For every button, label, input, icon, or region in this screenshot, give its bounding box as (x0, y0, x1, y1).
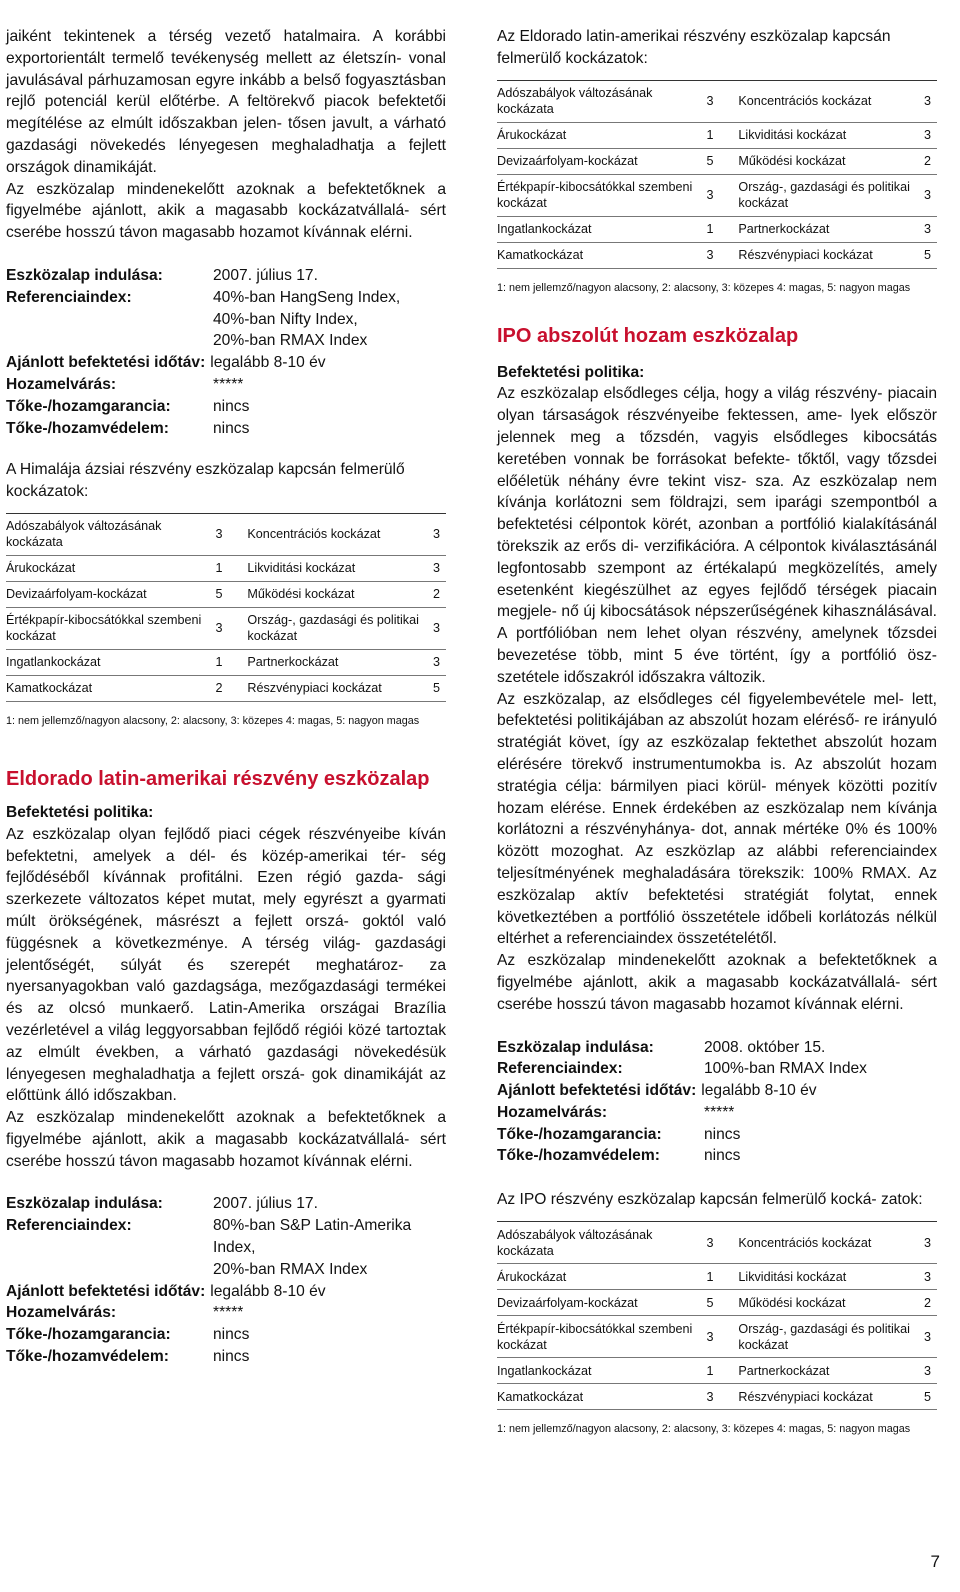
risk-label: Adószabályok változásának kockázata (6, 513, 215, 555)
risk-label: Devizaárfolyam-kockázat (6, 581, 215, 607)
risk-label: Kamatkockázat (497, 242, 706, 268)
risk-score: 5 (706, 148, 730, 174)
fact-value: ***** (704, 1103, 735, 1121)
risk-score: 3 (706, 174, 730, 216)
himalaya-facts (6, 265, 446, 439)
intro-paragraph: jaiként tekintenek a térség vezető hatalmaira. A korábbi exportorientált termelő tevékenység mellett az életszín- vonal javulásával párhuzamosan egyre inkább a belső fogyasztásban rejlő potenciál kerül előtérbe. A feltörekvő piacok befektetői megítélése az elmúlt időszakban jelen- tősen javult, a várható gazdasági növekedés lényegesen meghaladhatja a fejlett országok dinamikáját. (6, 28, 446, 176)
fact-value: 40%-ban Nifty Index, (213, 310, 358, 328)
risk-label: Likviditási kockázat (730, 1264, 924, 1290)
fact-label: Hozamelvárás: (6, 375, 117, 393)
fact-label: Tőke-/hozamgarancia: (497, 1125, 662, 1143)
risk-label: Partnerkockázat (239, 649, 433, 675)
risk-label: Likviditási kockázat (730, 122, 924, 148)
risk-score: 3 (924, 1222, 937, 1264)
risk-score: 3 (706, 1384, 730, 1410)
risk-row (497, 1316, 937, 1358)
risk-score: 5 (433, 675, 446, 701)
eldorado-facts (6, 1193, 446, 1367)
fact-label: Tőke-/hozamvédelem: (6, 1348, 169, 1366)
risk-score: 3 (924, 1264, 937, 1290)
fact-label: Ajánlott befektetési időtáv: (6, 354, 206, 372)
fact-value: legalább 8-10 év (701, 1082, 817, 1100)
page-number: 7 (930, 1552, 940, 1571)
policy-paragraph: Az eszközalap elsődleges célja, hogy a világ részvény- piacain olyan társaságok részvényeibe fektessen, ame- lyek először jelennek meg a tőzsdén, vagyis elsődleges kibocsátás keretében vonnak be forrásokat befekte- tőktől, vagy tőzsdei előéletük néhány évre tekint visz- sza. Az eszközalap nem kívánja korlátozni sem földrajzi, sem iparági szempontból a befektetési célpontok körét, azonban a portfólió kialakításánál törekszik az erős di- verzifikációra. A célpontok kiválasztásánál legfontosabb szempont az értékalapú megközelítés, amely esetenként kiegészülhet az egyes fejlődő térségek piacain megjele- nő új kibocsátások népszerűségének kihasználásával. A portfólióban nem lehet olyan részvény, amelynek tőzsdei bevezetése több, mint 5 éve történt, így a portfólió ösz- szetétele időszakról időszakra változik. (497, 385, 937, 686)
risk-label: Ország-, gazdasági és politikai kockázat (730, 1316, 924, 1358)
risk-score: 3 (706, 1316, 730, 1358)
risk-score: 3 (924, 216, 937, 242)
risk-row (6, 649, 446, 675)
risk-row (497, 1264, 937, 1290)
risk-label: Koncentrációs kockázat (239, 513, 433, 555)
risk-score: 2 (215, 675, 239, 701)
risk-row (497, 1290, 937, 1316)
risk-row (497, 216, 937, 242)
policy-paragraph: Az eszközalap mindenekelőtt azoknak a befektetőknek a figyelmébe ajánlott, akik a magasabb kockázatvállalá- sért cserébe hosszú távon magasabb hozamot kívánnak elérni. (6, 1109, 446, 1170)
risk-label: Ország-, gazdasági és politikai kockázat (239, 607, 433, 649)
fact-value: nincs (704, 1147, 741, 1165)
risk-score: 3 (924, 1358, 937, 1384)
risk-label: Árukockázat (6, 555, 215, 581)
risk-label: Koncentrációs kockázat (730, 1222, 924, 1264)
policy-heading: Befektetési politika: (497, 363, 645, 381)
fund-title: Eldorado latin-amerikai részvény eszközalap (6, 767, 430, 790)
risk-row (497, 1384, 937, 1410)
risk-label: Működési kockázat (239, 581, 433, 607)
risk-row (6, 607, 446, 649)
risk-score: 2 (924, 148, 937, 174)
risk-label: Működési kockázat (730, 1290, 924, 1316)
fact-label: Ajánlott befektetési időtáv: (497, 1082, 697, 1100)
fact-value: 2007. július 17. (213, 1195, 318, 1213)
fact-value: 2007. július 17. (213, 266, 318, 284)
risk-label: Ország-, gazdasági és politikai kockázat (730, 174, 924, 216)
risk-row (6, 555, 446, 581)
risk-label: Ingatlankockázat (497, 216, 706, 242)
risk-row (497, 122, 937, 148)
risk-score: 3 (433, 607, 446, 649)
risk-intro: Az Eldorado latin-amerikai részvény eszközalap kapcsán felmerülő kockázatok: (497, 28, 891, 67)
risk-label: Ingatlankockázat (497, 1358, 706, 1384)
fact-value: nincs (213, 419, 250, 437)
risk-score: 5 (706, 1290, 730, 1316)
risk-score: 1 (706, 122, 730, 148)
fact-label: Tőke-/hozamgarancia: (6, 397, 171, 415)
risk-row (497, 148, 937, 174)
fact-value: ***** (213, 375, 244, 393)
right-column (497, 26, 937, 1436)
risk-label: Kamatkockázat (497, 1384, 706, 1410)
fact-label: Eszközalap indulása: (6, 1195, 163, 1213)
risk-label: Részvénypiaci kockázat (730, 242, 924, 268)
risk-label: Értékpapír-kibocsátókkal szembeni kockázat (497, 1316, 706, 1358)
risk-score: 1 (215, 555, 239, 581)
risk-table (497, 80, 937, 269)
risk-label: Működési kockázat (730, 148, 924, 174)
fact-label: Tőke-/hozamgarancia: (6, 1326, 171, 1344)
risk-label: Adószabályok változásának kockázata (497, 1222, 706, 1264)
fact-value: legalább 8-10 év (210, 354, 326, 372)
risk-score: 1 (706, 1358, 730, 1384)
risk-score: 5 (924, 242, 937, 268)
risk-score: 3 (706, 242, 730, 268)
risk-legend: 1: nem jellemző/nagyon alacsony, 2: alacsony, 3: közepes 4: magas, 5: nagyon magas (497, 281, 911, 294)
risk-label: Részvénypiaci kockázat (730, 1384, 924, 1410)
risk-label: Értékpapír-kibocsátókkal szembeni kockázat (6, 607, 215, 649)
fact-label: Hozamelvárás: (6, 1304, 117, 1322)
risk-score: 3 (924, 122, 937, 148)
fund-title: IPO abszolút hozam eszközalap (497, 324, 799, 347)
risk-row (497, 1222, 937, 1264)
risk-label: Likviditási kockázat (239, 555, 433, 581)
risk-row (497, 174, 937, 216)
fact-value: 2008. október 15. (704, 1038, 826, 1056)
risk-label: Partnerkockázat (730, 216, 924, 242)
policy-paragraph: Az eszközalap, az elsődleges cél figyelembevétele mel- lett, befektetési politikájában az abszolút hozam eléréső- re irányuló stratégiát követ, így az eszközalap fektethet abszolút hozam elérésére törekvő instrumentumokba is. Az abszolút hozam stratégia célja: bármilyen piaci körül- mények közötti pozitív hozam elérése. Ennek érdekében az eszközalap nem kívánja korlátozni a részvényhánya- dot, annak mértéke 0% és 100% között mozoghat. Az eszközlap az alábbi referenciaindex teljesítményének meghaladására törekszik: 100% RMAX. Az eszközalap aktív befektetési stratégiát folytat, ennek következtében a portfólió összetétele időbeli korlátozás nélkül eltérhet a referenciaindex összetételétől. (497, 690, 937, 948)
risk-intro: A Himalája ázsiai részvény eszközalap kapcsán felmerülő kockázatok: (6, 461, 405, 501)
fact-label: Tőke-/hozamvédelem: (6, 419, 169, 437)
risk-score: 1 (215, 649, 239, 675)
risk-label: Értékpapír-kibocsátókkal szembeni kockázat (497, 174, 706, 216)
risk-score: 3 (433, 513, 446, 555)
risk-score: 3 (924, 80, 937, 122)
fact-label: Hozamelvárás: (497, 1103, 608, 1121)
risk-table (497, 1221, 937, 1410)
risk-label: Részvénypiaci kockázat (239, 675, 433, 701)
risk-score: 2 (924, 1290, 937, 1316)
risk-score: 3 (215, 607, 239, 649)
risk-score: 3 (706, 80, 730, 122)
risk-score: 3 (433, 555, 446, 581)
fact-label: Tőke-/hozamvédelem: (497, 1147, 660, 1165)
fact-label: Eszközalap indulása: (6, 266, 163, 284)
risk-intro: Az IPO részvény eszközalap kapcsán felmerülő kocká- zatok: (497, 1191, 923, 1209)
risk-row (497, 1358, 937, 1384)
risk-score: 5 (924, 1384, 937, 1410)
fact-value: 80%-ban S&P Latin-Amerika (213, 1217, 412, 1235)
intro-paragraph: Az eszközalap mindenekelőtt azoknak a befektetőknek a figyelmébe ajánlott, akik a magasabb kockázatvállalá- sért cserébe hosszú távon magasabb hozamot kívánnak elérni. (6, 180, 446, 242)
risk-legend: 1: nem jellemző/nagyon alacsony, 2: alacsony, 3: közepes 4: magas, 5: nagyon magas (497, 1423, 911, 1436)
fact-label: Eszközalap indulása: (497, 1038, 654, 1056)
risk-label: Árukockázat (497, 122, 706, 148)
ipo-facts (497, 1037, 937, 1168)
risk-row (6, 581, 446, 607)
risk-score: 5 (215, 581, 239, 607)
fact-value: 20%-ban RMAX Index (213, 1260, 368, 1278)
risk-score: 3 (706, 1222, 730, 1264)
fact-value: nincs (213, 1326, 250, 1344)
risk-table (6, 513, 446, 702)
fact-value: nincs (704, 1125, 741, 1143)
risk-label: Devizaárfolyam-kockázat (497, 148, 706, 174)
risk-label: Ingatlankockázat (6, 649, 215, 675)
risk-score: 2 (433, 581, 446, 607)
risk-score: 3 (215, 513, 239, 555)
risk-score: 3 (924, 1316, 937, 1358)
risk-label: Partnerkockázat (730, 1358, 924, 1384)
risk-row (6, 675, 446, 701)
risk-label: Kamatkockázat (6, 675, 215, 701)
risk-score: 1 (706, 1264, 730, 1290)
fact-value: 20%-ban RMAX Index (213, 332, 368, 350)
fact-value: nincs (213, 397, 250, 415)
fact-value: ***** (213, 1304, 244, 1322)
risk-label: Devizaárfolyam-kockázat (497, 1290, 706, 1316)
risk-row (497, 242, 937, 268)
risk-row (497, 80, 937, 122)
fact-value: Index, (213, 1239, 256, 1257)
fact-label: Referenciaindex: (497, 1060, 623, 1078)
policy-paragraph: Az eszközalap mindenekelőtt azoknak a befektetőknek a figyelmébe ajánlott, akik a magasabb kockázatvállalá- sért cserébe hosszú távon magasabb hozamot kívánnak elérni. (497, 952, 937, 1013)
risk-score: 3 (924, 174, 937, 216)
risk-legend: 1: nem jellemző/nagyon alacsony, 2: alacsony, 3: közepes 4: magas, 5: nagyon magas (6, 714, 420, 727)
fact-value: legalább 8-10 év (210, 1282, 326, 1300)
fact-value: 40%-ban HangSeng Index, (213, 288, 401, 306)
policy-heading: Befektetési politika: (6, 803, 154, 821)
left-column (6, 26, 446, 1368)
fact-label: Referenciaindex: (6, 1217, 132, 1235)
fact-label: Referenciaindex: (6, 288, 132, 306)
risk-label: Árukockázat (497, 1264, 706, 1290)
risk-score: 1 (706, 216, 730, 242)
fact-label: Ajánlott befektetési időtáv: (6, 1282, 206, 1300)
risk-label: Adószabályok változásának kockázata (497, 80, 706, 122)
risk-row (6, 513, 446, 555)
fact-value: nincs (213, 1348, 250, 1366)
policy-paragraph: Az eszközalap olyan fejlődő piaci cégek részvényeibe kíván befektetni, amelyek a dél- és közép-amerikai tér- ség fejlődéséből kívánnak profitálni. Ezen régió gazda- sági szerkezete változatos képet mutat, mely egyrészt a gyarmati múlt örökségének, másrészt a fejlett orszá- goktól való függésnek a következménye. A térség világ- gazdasági jelentőségét, súlyát és szerepét meghatároz- za nyersanyagokban való gazdagsága, mezőgazdasági termékei és az olcsó munkaerő. Latin-Amerika országai Brazília vezérletével a világ leggyorsabban fejlődő régiói közé tartoztak az elmúlt években, a várható gazdasági növekedésük lényegesen meghaladhatja a fejlett orszá- gok dinamikáját az előttünk álló időszakban. (6, 825, 446, 1105)
risk-score: 3 (433, 649, 446, 675)
fact-value: 100%-ban RMAX Index (704, 1060, 867, 1078)
risk-label: Koncentrációs kockázat (730, 80, 924, 122)
